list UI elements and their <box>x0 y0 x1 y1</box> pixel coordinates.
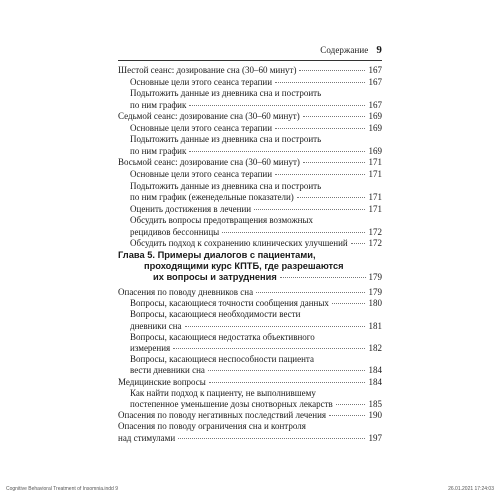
toc-entry-title: Вопросы, касающиеся необходимости вести <box>130 309 301 320</box>
toc-entry[interactable] <box>118 377 382 388</box>
toc-entry-title: Опасения по поводу негативных последствий лечения <box>118 410 327 421</box>
header-rule <box>118 60 382 61</box>
toc-entry-title: Вопросы, касающиеся неспособности пациента <box>130 354 314 365</box>
footer-timestamp: 26.01.2021 17:24:03 <box>448 486 494 492</box>
toc-entry-title: Опасения по поводу ограничения сна и контроля <box>118 421 306 432</box>
footer-file-name: Cognitive Behavioral Treatment of Insomnia.indd 9 <box>6 486 119 492</box>
chapter-page-number: 179 <box>368 272 382 282</box>
toc-entry[interactable] <box>118 227 382 238</box>
toc-entry-title: Основные цели этого сеанса терапии <box>130 168 273 179</box>
toc-entry[interactable] <box>118 65 382 76</box>
toc-entry-title: Подытожить данные из дневника сна и построить <box>130 88 322 99</box>
chapter-line-2: проходящими курс КПТБ, где разрешаются <box>144 261 344 271</box>
leader-dots <box>254 209 365 210</box>
toc-entry-title: дневники сна <box>130 320 182 331</box>
toc-entry-title: Основные цели этого сеанса терапии <box>130 122 273 133</box>
toc-entry[interactable] <box>118 192 382 203</box>
toc-entry-title: Основные цели этого сеанса терапии <box>130 76 273 87</box>
running-header <box>320 44 382 56</box>
leader-dots <box>189 105 365 106</box>
leader-dots <box>222 232 365 233</box>
toc-entry-title: Седьмой сеанс: дозирование сна (30–60 минут) <box>118 111 300 122</box>
leader-dots <box>332 303 365 304</box>
toc-entry[interactable] <box>118 433 382 444</box>
toc-entry-title: Обсудить вопросы предотвращения возможных <box>130 215 314 226</box>
toc-entry[interactable] <box>118 77 382 88</box>
leader-dots <box>275 82 365 83</box>
header-section-title: Содержание <box>320 45 369 55</box>
toc-entry-title: Медицинские вопросы <box>118 376 206 387</box>
header-page-number: 9 <box>376 44 382 56</box>
toc-entry-title: Обсудить подход к сохранению клинических улучшений <box>130 238 348 249</box>
leader-dots <box>303 116 365 117</box>
leader-dots <box>299 70 365 71</box>
toc-entry-title: Шестой сеанс: дозирование сна (30–60 минут) <box>118 65 297 75</box>
leader-dots <box>275 174 365 175</box>
toc-entry-page-number: 180 <box>368 298 382 309</box>
leader-dots <box>208 370 365 371</box>
toc-entry[interactable] <box>118 410 382 421</box>
toc-entry-title: Вопросы, касающиеся точности сообщения данных <box>130 298 329 309</box>
leader-dots <box>329 415 365 416</box>
toc-entry[interactable] <box>118 134 382 145</box>
leader-dots <box>185 326 365 327</box>
toc-entry-page-number: 171 <box>368 203 382 214</box>
toc-entry-title: вести дневники сна <box>130 365 205 376</box>
toc-entry-title: по ним график <box>130 145 187 156</box>
toc-entry-page-number: 169 <box>368 145 382 156</box>
toc-entry[interactable] <box>118 421 382 432</box>
leader-dots <box>351 243 365 244</box>
leader-dots <box>336 404 365 405</box>
leader-dots <box>303 162 365 163</box>
toc-entry-title: Подытожить данные из дневника сна и построить <box>130 134 322 145</box>
toc-entry[interactable] <box>118 298 382 309</box>
toc-entry-page-number: 169 <box>368 111 382 122</box>
toc-entry-title: над стимулами <box>118 432 176 443</box>
leader-dots <box>189 151 365 152</box>
chapter-line-3 <box>118 272 382 283</box>
toc-entry-page-number: 181 <box>368 320 382 331</box>
leader-dots <box>297 197 365 198</box>
leader-dots <box>256 292 365 293</box>
toc-entry[interactable] <box>118 399 382 410</box>
toc-entry[interactable] <box>118 354 382 365</box>
toc-entry[interactable] <box>118 321 382 332</box>
chapter-line-3-text: их вопросы и затруднения <box>153 272 277 282</box>
toc-entry-title: постепенное уменьшение дозы снотворных лекарств <box>130 399 333 409</box>
toc-entry[interactable] <box>118 123 382 134</box>
toc-entry-page-number: 169 <box>368 122 382 133</box>
toc-entry-title: измерения <box>130 343 171 353</box>
leader-dots <box>280 277 366 278</box>
toc-entry-title: Вопросы, касающиеся недостатка объективного <box>130 331 315 342</box>
toc-entry[interactable] <box>118 111 382 122</box>
chapter-5-heading[interactable] <box>118 250 382 284</box>
table-of-contents <box>118 65 382 445</box>
toc-entry[interactable] <box>118 88 382 99</box>
toc-entry-page-number: 171 <box>368 157 382 168</box>
toc-entry-page-number: 185 <box>368 399 382 409</box>
toc-entry-title: по ним график <box>130 99 187 110</box>
toc-entry-page-number: 179 <box>368 287 382 297</box>
toc-entry-page-number: 172 <box>368 226 382 237</box>
toc-entry-page-number: 184 <box>368 365 382 376</box>
toc-entry-title: по ним график (еженедельные показатели) <box>130 192 294 203</box>
toc-entry-page-number: 171 <box>368 168 382 179</box>
toc-entry[interactable] <box>118 157 382 168</box>
toc-entry-title: Восьмой сеанс: дозирование сна (30–60 минут) <box>118 157 300 168</box>
toc-entry-page-number: 182 <box>368 343 382 353</box>
toc-entry[interactable] <box>118 343 382 354</box>
toc-entry-page-number: 172 <box>368 238 382 249</box>
toc-entry-page-number: 167 <box>368 99 382 110</box>
toc-entry[interactable] <box>118 100 382 111</box>
toc-entry-page-number: 184 <box>368 376 382 387</box>
leader-dots <box>275 128 365 129</box>
toc-entry[interactable] <box>118 204 382 215</box>
toc-entry-page-number: 190 <box>368 410 382 421</box>
toc-entry[interactable] <box>118 365 382 376</box>
toc-entry-title: Опасения по поводу дневников сна <box>118 287 254 297</box>
toc-entry-page-number: 167 <box>368 76 382 87</box>
leader-dots <box>173 348 365 349</box>
leader-dots <box>178 438 365 439</box>
chapter-line-1: Глава 5. Примеры диалогов с пациентами, <box>118 250 316 260</box>
toc-entry-title: рецидивов бессонницы <box>130 226 220 237</box>
toc-entry[interactable] <box>118 215 382 226</box>
print-footer <box>0 486 500 495</box>
leader-dots <box>209 382 365 383</box>
toc-entry-title: Оценить достижения в лечении <box>130 203 252 214</box>
toc-entry-page-number: 167 <box>368 65 382 75</box>
toc-entry[interactable] <box>118 169 382 180</box>
toc-entry[interactable] <box>118 287 382 298</box>
toc-entry[interactable] <box>118 181 382 192</box>
toc-entry-page-number: 171 <box>368 192 382 203</box>
toc-entry[interactable] <box>118 309 382 320</box>
toc-entry[interactable] <box>118 146 382 157</box>
toc-entry-page-number: 197 <box>368 432 382 443</box>
toc-entry-title: Как найти подход к пациенту, не выполнившему <box>130 387 316 398</box>
toc-entry[interactable] <box>118 238 382 249</box>
toc-entry-title: Подытожить данные из дневника сна и построить <box>130 180 322 191</box>
toc-entry[interactable] <box>118 332 382 343</box>
toc-entry[interactable] <box>118 388 382 399</box>
